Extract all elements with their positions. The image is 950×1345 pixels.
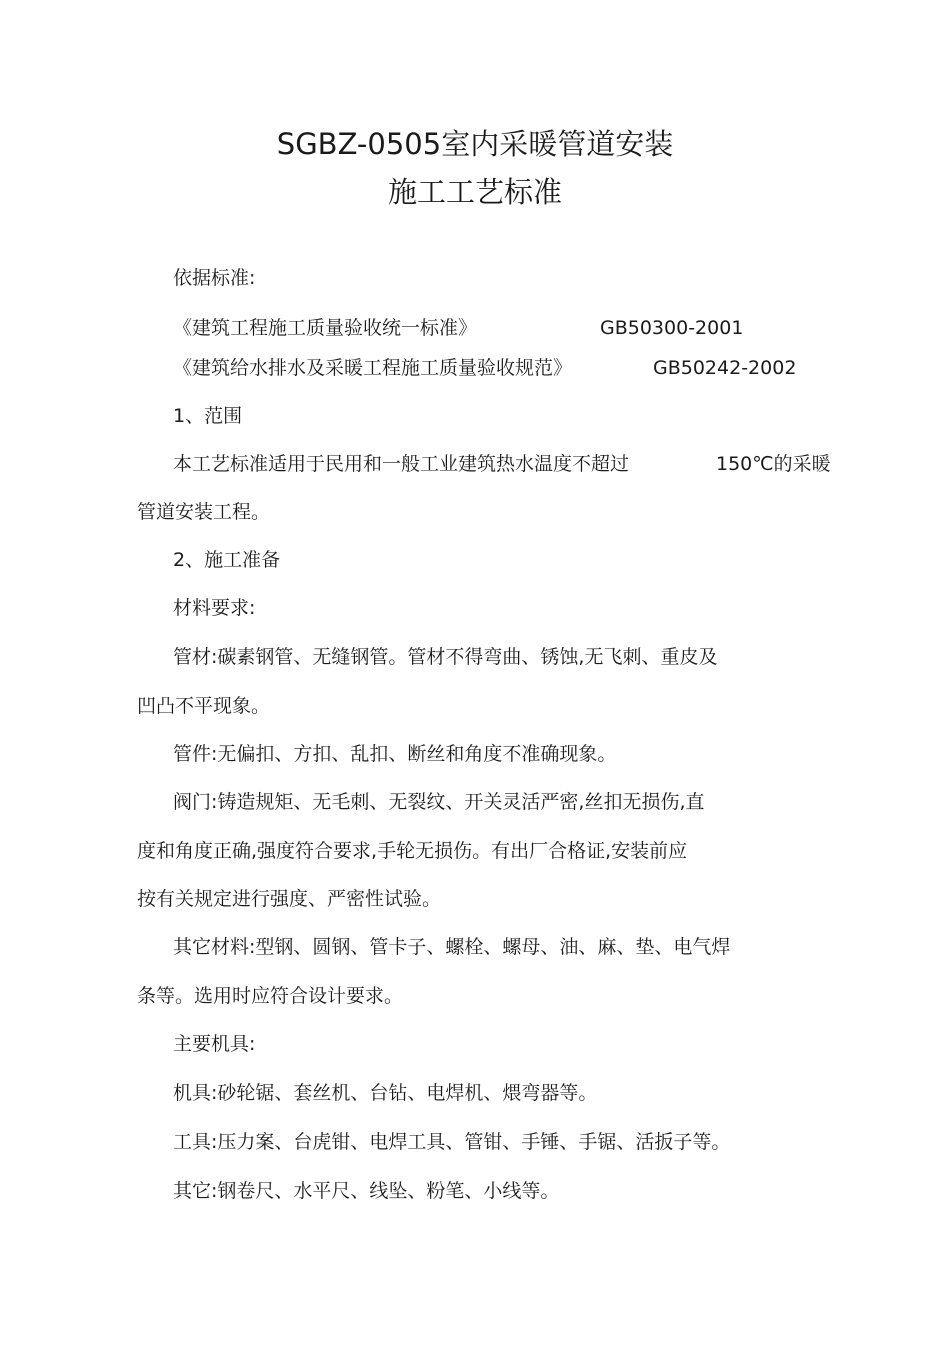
section-1-heading: 1、范围 [173,405,243,427]
tools-heading: 主要机具: [173,1033,256,1055]
pipe-material-line2: 凹凸不平现象。 [137,695,271,717]
valve-line1: 阀门:铸造规矩、无毛刺、无裂纹、开关灵活严密,丝扣无损伤,直 [173,791,705,813]
valve-line2: 度和角度正确,强度符合要求,手轮无损伤。有出厂合格证,安装前应 [137,840,688,862]
tools-line: 工具:压力案、台虎钳、电焊工具、管钳、手锤、手锯、活扳子等。 [173,1131,731,1153]
other-materials-line2: 条等。选用时应符合设计要求。 [137,985,404,1007]
fittings-line: 管件:无偏扣、方扣、乱扣、断丝和角度不准确现象。 [173,743,617,765]
scope-paragraph-line2: 管道安装工程。 [137,501,271,523]
standard-code-2: GB50242-2002 [653,357,797,379]
others-line: 其它:钢卷尺、水平尺、线坠、粉笔、小线等。 [173,1180,560,1202]
document-title-line2: 施工工艺标准 [387,175,562,209]
scope-paragraph-part2: 150℃的采暖 [716,453,831,475]
standard-name-2: 《建筑给水排水及采暖工程施工质量验收规范》 [173,357,573,379]
section-2-heading: 2、施工准备 [173,549,281,571]
standard-code-1: GB50300-2001 [600,317,744,339]
other-materials-line1: 其它材料:型钢、圆钢、管卡子、螺栓、螺母、油、麻、垫、电气焊 [173,936,731,958]
materials-heading: 材料要求: [173,597,256,619]
standard-name-1: 《建筑工程施工质量验收统一标准》 [173,317,478,339]
machines-line: 机具:砂轮锯、套丝机、台钻、电焊机、煨弯器等。 [173,1082,598,1104]
scope-paragraph-part1: 本工艺标准适用于民用和一般工业建筑热水温度不超过 [173,453,630,475]
pipe-material-line1: 管材:碳素钢管、无缝钢管。管材不得弯曲、锈蚀,无飞刺、重皮及 [173,646,718,668]
valve-line3: 按有关规定进行强度、严密性试验。 [137,888,442,910]
basis-heading: 依据标准: [173,267,256,289]
document-title-line1: SGBZ-0505室内采暖管道安装 [276,127,674,161]
